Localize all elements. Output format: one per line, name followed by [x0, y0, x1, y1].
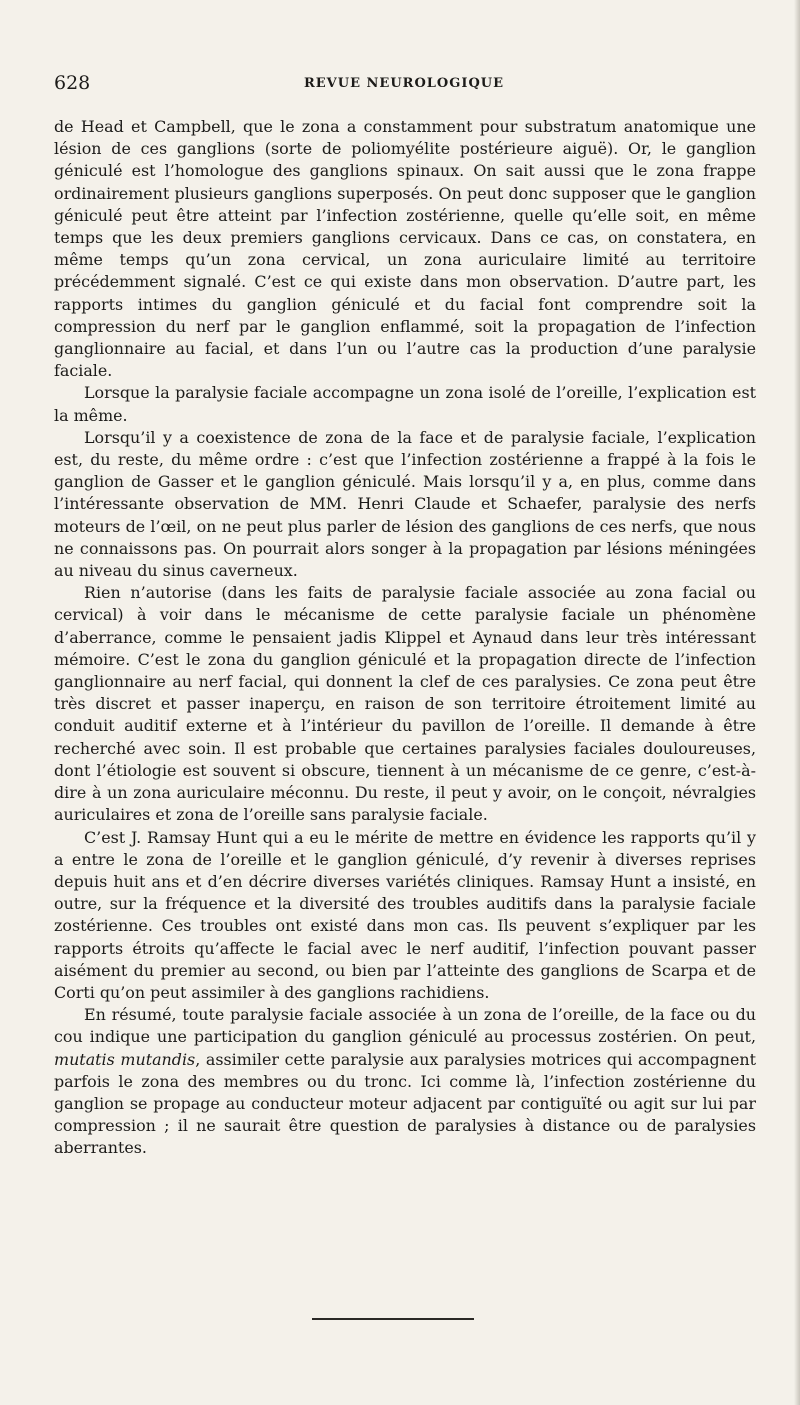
page-header — [54, 72, 754, 102]
article-body — [54, 116, 756, 1160]
paragraph-conclusion — [54, 1004, 756, 1159]
paragraph: Rien n’autorise (dans les faits de paralysie faciale associée au zona facial ou cervical) à voir dans le mécanisme de cette paralysie faciale un phénomène d’aberrance, comme le pensaient jadis Klippel et Aynaud dans leur très intéressant mémoire. C’est le zona du ganglion géniculé et la propagation directe de l’infection ganglionnaire au nerf facial, qui donnent la clef de ces paralysies. Ce zona peut être très discret et passer inaperçu, en raison de son territoire étroitement limité au conduit auditif externe et à l’intérieur du pavillon de l’oreille. Il demande à être recherché avec soin. Il est probable que certaines paralysies faciales douloureuses, dont l’étiologie est souvent si obscure, tiennent à un mécanisme de ce genre, c’est-à-dire à un zona auriculaire méconnu. Du reste, il peut y avoir, on le conçoit, névralgies auriculaires et zona de l’oreille sans paralysie faciale. — [54, 583, 756, 825]
paragraph: C’est J. Ramsay Hunt qui a eu le mérite de mettre en évidence les rapports qu’il y a entre le zona de l’oreille et le ganglion géniculé, d’y revenir à diverses reprises depuis huit ans et d’en décrire diverses variétés cliniques. Ramsay Hunt a insisté, en outre, sur la fréquence et la diversité des troubles auditifs dans la paralysie faciale zostérienne. Ces troubles ont existé dans mon cas. Ils peuvent s’expliquer par les rapports étroits qu’affecte le facial avec le nerf auditif, l’infection pouvant passer aisément du premier au second, ou bien par l’atteinte des ganglions de Scarpa et de Corti qu’on peut assimiler à des ganglions rachidiens. — [54, 827, 756, 1002]
end-of-article-rule — [312, 1318, 474, 1320]
paragraph: Lorsque la paralysie faciale accompagne un zona isolé de l’oreille, l’explication est la même. — [54, 383, 756, 425]
running-head: REVUE NEUROLOGIQUE — [303, 76, 505, 91]
paragraph: de Head et Campbell, que le zona a constamment pour substratum anatomique une lésion de ces ganglions (sorte de poliomyélite postérieure aiguë). Or, le ganglion géniculé est l’homologue des ganglions spinaux. On sait aussi que le zona frappe ordinairement plusieurs ganglions superposés. On peut donc supposer que le ganglion géniculé peut être atteint par l’infection zostérienne, quelle qu’elle soit, en même temps que les deux premiers ganglions cervicaux. Dans ce cas, on constatera, en même temps qu’un zona cervical, un zona auriculaire limité au territoire précédemment signalé. C’est ce qui existe dans mon observation. D’autre part, les rapports intimes du ganglion géniculé et du facial font comprendre soit la compression du nerf par le ganglion enflammé, soit la propagation de l’infection ganglionnaire au facial, et dans l’un ou l’autre cas la production d’une paralysie faciale. — [54, 117, 756, 381]
page-edge-shadow — [794, 0, 800, 1405]
latin-phrase: mutatis mutandis — [54, 1049, 196, 1069]
conclusion-text-start: En résumé, toute paralysie faciale associée à un zona de l’oreille, de la face ou du cou indique une participation du ganglion géniculé au processus zostérien. On peut, — [54, 1005, 756, 1047]
conclusion-text-end: , assimiler cette paralysie aux paralysies motrices qui accompagnent parfois le zona des membres ou du tronc. Ici comme là, l’infection zostérienne du ganglion se propage au conducteur moteur adjacent par contiguïté ou agit sur lui par compression ; il ne saurait être question de paralysies à distance ou de paralysies aberrantes. — [54, 1049, 756, 1158]
page-number: 628 — [54, 72, 91, 94]
paragraph: Lorsqu’il y a coexistence de zona de la face et de paralysie faciale, l’explication est, du reste, du même ordre : c’est que l’infection zostérienne a frappé à la fois le ganglion de Gasser et le ganglion géniculé. Mais lorsqu’il y a, en plus, comme dans l’intéressante observation de MM. Henri Claude et Schaefer, paralysie des nerfs moteurs de l’œil, on ne peut plus parler de lésion des ganglions de ces nerfs, que nous ne connaissons pas. On pourrait alors songer à la propagation par lésions méningées au niveau du sinus caverneux. — [54, 427, 756, 581]
